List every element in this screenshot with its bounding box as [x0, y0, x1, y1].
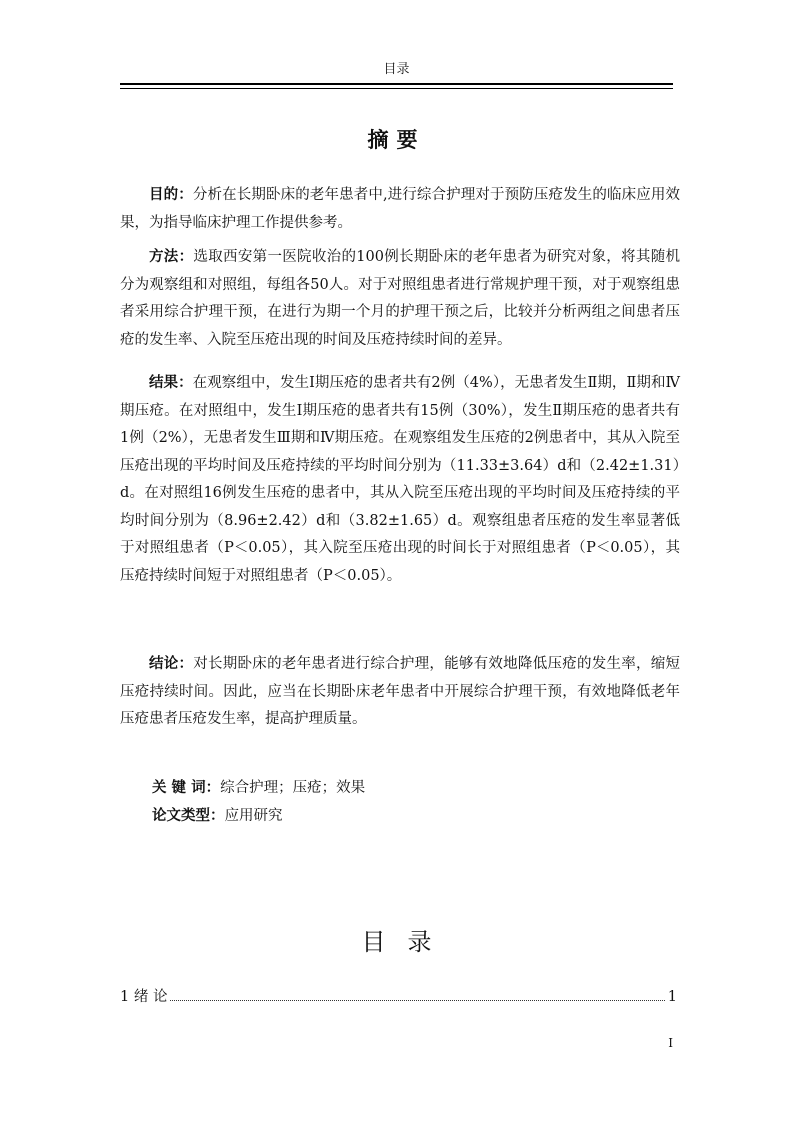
toc-entry[interactable] — [120, 985, 677, 1006]
running-header: 目录 — [383, 62, 410, 77]
purpose-text: 分析在长期卧床的老年患者中,进行综合护理对于预防压疮发生的临床应用效果，为指导临床护理工作提供参考。 — [120, 187, 681, 231]
keywords-row — [152, 774, 365, 802]
method-label: 方法： — [149, 248, 194, 265]
keywords-value: 综合护理；压疮；效果 — [220, 780, 366, 796]
paper-type-value: 应用研究 — [224, 808, 283, 824]
toc-entry-label: 1 绪 论 — [120, 989, 168, 1005]
result-text: 在观察组中，发生Ⅰ期压疮的患者共有2例（4%），无患者发生Ⅱ期，Ⅱ期和Ⅳ期压疮。在对照组中，发生Ⅰ期压疮的患者共有15例（30%），发生Ⅱ期压疮的患者共有1例（2%），无患者发生Ⅲ期和Ⅳ期压疮。在观察组发生压疮的2例患者中，其从入院至压疮出现的平均时间及压疮持续的平均时间分别为（11.33±3.64）d和（2.42±1.31）d。在对照组16例发生压疮的患者中，其从入院至压疮出现的平均时间及压疮持续的平均时间分别为（8.96±2.42）d和（3.82±1.65）d。观察组患者压疮的发生率显著低于对照组患者（P＜0.05），其入院至压疮出现的时间长于对照组患者（P＜0.05），其压疮持续时间短于对照组患者（P＜0.05）。 — [120, 375, 680, 584]
conclusion-label: 结论： — [149, 655, 194, 672]
purpose-label: 目的： — [149, 186, 193, 203]
toc-dot-leader — [170, 1000, 664, 1001]
toc-title: 目录 — [361, 928, 454, 956]
header-rule-thick — [120, 83, 673, 85]
conclusion-text: 对长期卧床的老年患者进行综合护理，能够有效地降低压疮的发生率，缩短压疮持续时间。因此，应当在长期卧床老年患者中开展综合护理干预，有效地降低老年压疮患者压疮发生率，提高护理质量。 — [120, 656, 681, 727]
page-number: I — [668, 1036, 673, 1050]
toc-entry-page: 1 — [667, 989, 677, 1005]
abstract-title: 摘要 — [367, 127, 426, 152]
keywords-block — [152, 774, 365, 830]
conclusion-section — [120, 650, 680, 734]
keywords-label: 关 键 词： — [152, 779, 221, 796]
conclusion-paragraph — [120, 650, 680, 734]
method-text: 选取西安第一医院收治的100例长期卧床的老年患者为研究对象，将其随机分为观察组和对照组，每组各50人。对于对照组患者进行常规护理干预，对于观察组患者采用综合护理干预，在进行为期一个月的护理干预之后，比较并分析两组之间患者压疮的发生率、入院至压疮出现的时间及压疮持续时间的差异。 — [120, 249, 680, 348]
header-rule-thin — [120, 88, 673, 89]
result-label: 结果： — [149, 374, 193, 391]
purpose-paragraph — [120, 181, 680, 237]
paper-type-label: 论文类型： — [152, 807, 225, 824]
purpose-section — [120, 181, 680, 237]
method-paragraph — [120, 243, 680, 354]
paper-type-row — [152, 802, 365, 830]
result-section — [120, 369, 680, 590]
method-section — [120, 243, 680, 354]
result-paragraph — [120, 369, 680, 590]
